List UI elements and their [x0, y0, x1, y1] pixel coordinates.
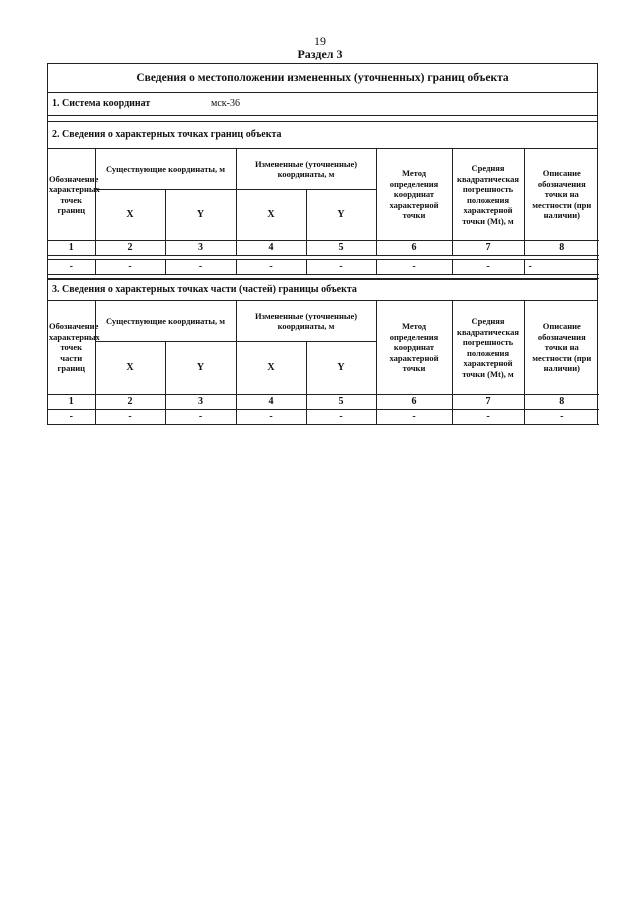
table-cell: -: [236, 410, 306, 425]
table-cell: -: [376, 260, 452, 275]
document-form: [47, 63, 598, 425]
header-changed-coords: Измененные (уточненные) координаты, м: [236, 301, 376, 342]
table-cell: -: [524, 410, 599, 425]
header-existing-x: X: [95, 190, 165, 241]
coordinate-system-label: 1. Система координат: [52, 98, 151, 109]
column-number: 4: [236, 241, 306, 256]
table-cell: -: [95, 410, 165, 425]
header-existing-coords: Существующие координаты, м: [95, 149, 236, 190]
column-number: 8: [524, 395, 599, 410]
column-number: 6: [376, 241, 452, 256]
column-number: 7: [452, 241, 524, 256]
column-number: 5: [306, 241, 376, 256]
part2-table: [48, 149, 599, 279]
column-number: 3: [165, 395, 236, 410]
part2-title: 2. Сведения о характерных точках границ объекта: [48, 122, 597, 149]
table-cell: -: [376, 410, 452, 425]
header-method: Метод определения координат характерной точки: [376, 301, 452, 395]
part3-title: 3. Сведения о характерных точках части (частей) границы объекта: [48, 279, 597, 301]
coordinate-system-row: [48, 93, 597, 116]
column-number: 1: [48, 395, 95, 410]
header-changed-coords: Измененные (уточненные) координаты, м: [236, 149, 376, 190]
table-row: [48, 410, 599, 425]
table-cell: -: [452, 410, 524, 425]
header-method: Метод определения координат характерной точки: [376, 149, 452, 241]
main-title: Сведения о местоположении измененных (уточненных) границ объекта: [48, 64, 597, 93]
header-error: Средняя квадратическая погрешность положения характерной точки (Mt), м: [452, 149, 524, 241]
header-designation: Обозначение характерных точек части границ: [48, 301, 95, 395]
header-existing-coords: Существующие координаты, м: [95, 301, 236, 342]
header-description: Описание обозначения точки на местности (при наличии): [524, 149, 599, 241]
header-error: Средняя квадратическая погрешность положения характерной точки (Mt), м: [452, 301, 524, 395]
column-number: 1: [48, 241, 95, 256]
header-existing-y: Y: [165, 190, 236, 241]
coordinate-system-value: мск-36: [211, 98, 240, 109]
table-row: [48, 260, 599, 275]
table-cell: -: [165, 410, 236, 425]
header-designation: Обозначение характерных точек границ: [48, 149, 95, 241]
header-description: Описание обозначения точки на местности (при наличии): [524, 301, 599, 395]
column-numbers-row: [48, 395, 599, 410]
form-frame: [47, 63, 598, 425]
part3-table: [48, 301, 599, 425]
column-number: 6: [376, 395, 452, 410]
table-cell: -: [165, 260, 236, 275]
header-existing-y: Y: [165, 342, 236, 395]
header-changed-y: Y: [306, 190, 376, 241]
table-cell: -: [306, 410, 376, 425]
column-number: 8: [524, 241, 599, 256]
column-number: 2: [95, 241, 165, 256]
row-gap: [48, 275, 599, 279]
page-number: 19: [314, 34, 326, 48]
column-number: 7: [452, 395, 524, 410]
table-cell: -: [48, 410, 95, 425]
table-cell: -: [452, 260, 524, 275]
table-cell: -: [95, 260, 165, 275]
table-cell: -: [306, 260, 376, 275]
table-cell: -: [48, 260, 95, 275]
table-cell: -: [524, 260, 599, 275]
column-number: 5: [306, 395, 376, 410]
column-numbers-row: [48, 241, 599, 256]
header-changed-x: X: [236, 190, 306, 241]
header-existing-x: X: [95, 342, 165, 395]
column-number: 3: [165, 241, 236, 256]
table-cell: -: [236, 260, 306, 275]
header-changed-y: Y: [306, 342, 376, 395]
section-title: Раздел 3: [297, 47, 343, 61]
column-number: 2: [95, 395, 165, 410]
column-number: 4: [236, 395, 306, 410]
header-changed-x: X: [236, 342, 306, 395]
